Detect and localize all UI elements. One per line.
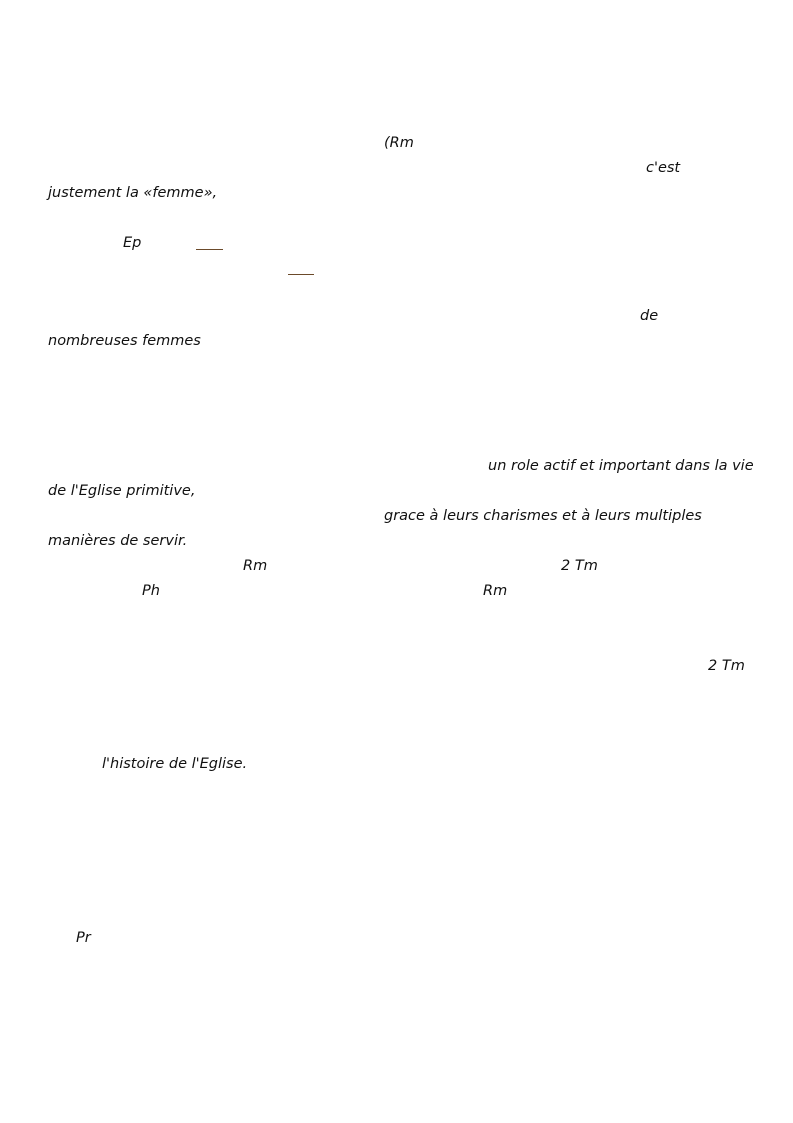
reference-ep: Ep: [123, 235, 142, 251]
reference-2tm-2: 2 Tm: [708, 658, 745, 674]
text-manieres-servir: manières de servir.: [48, 533, 188, 549]
link-underline-2[interactable]: [288, 274, 314, 275]
reference-rm-2: Rm: [483, 583, 508, 599]
reference-rm-1: Rm: [243, 558, 268, 574]
reference-2tm-1: 2 Tm: [561, 558, 598, 574]
text-cest: c'est: [646, 160, 681, 176]
reference-ph: Ph: [142, 583, 160, 599]
text-grace-charismes: grace à leurs charismes et à leurs multiples: [384, 508, 702, 524]
reference-pr: Pr: [76, 930, 91, 946]
link-underline-1[interactable]: [196, 249, 223, 250]
text-justement: justement la «femme»,: [48, 185, 218, 201]
text-de: de: [640, 308, 659, 324]
text-eglise-primitive: de l'Eglise primitive,: [48, 483, 196, 499]
reference-rm-open: (Rm: [384, 135, 414, 151]
text-nombreuses-femmes: nombreuses femmes: [48, 333, 201, 349]
text-role-actif: un role actif et important dans la vie: [488, 458, 754, 474]
text-histoire-eglise: l'histoire de l'Eglise.: [102, 756, 248, 772]
